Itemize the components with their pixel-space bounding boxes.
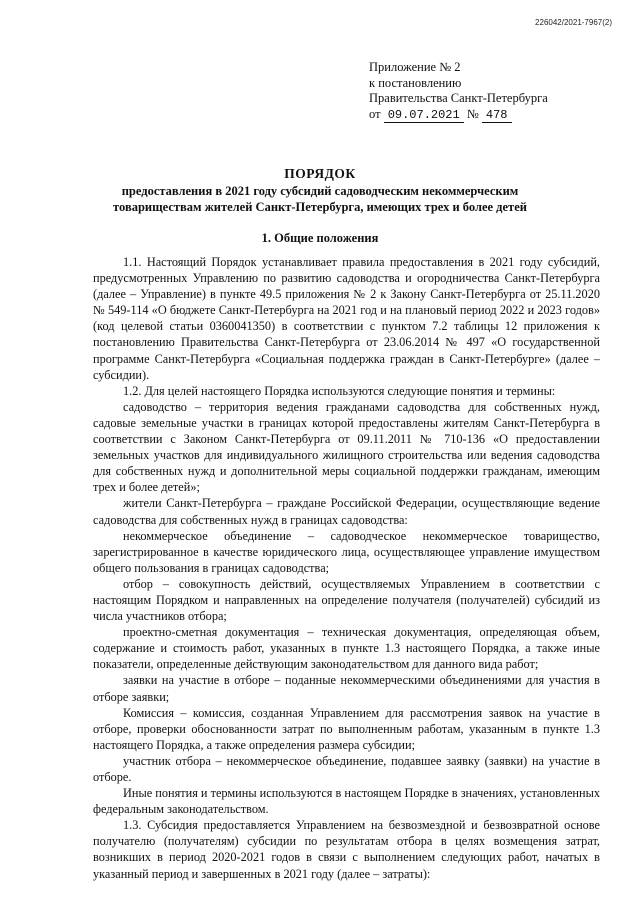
number-label: № xyxy=(466,106,479,121)
appendix-date-line xyxy=(369,107,512,121)
resolution-date: 09.07.2021 xyxy=(384,109,464,123)
subtitle-line-1: предоставления в 2021 году субсидий садоводческим некоммерческим xyxy=(121,184,519,198)
appendix-reference: к постановлению xyxy=(369,75,462,90)
appendix-title: Приложение № 2 xyxy=(369,60,461,74)
paragraph: 1.3. Субсидия предоставляется Управлением на безвозмездной и безвозвратной основе получателю (получателям) субсидии по результатам отбора в целях возмещения затрат, возникших в период 2020-2021 годов в связи с выполнением следующих работ, начатых в указанный период и завершенных в 2021 году (далее – затраты): xyxy=(93,818,600,881)
from-label: от xyxy=(369,106,381,121)
resolution-number: 478 xyxy=(482,109,512,123)
paragraph: проектно-сметная документация – техническая документация, определяющая объем, содержание и стоимость работ, указанных в пункте 1.3 настоящего Порядка, а также иные показатели, определенные действующим законодательством для данного вида работ; xyxy=(93,625,600,672)
paragraph: некоммерческое объединение – садоводческое некоммерческое товарищество, зарегистрированное в качестве юридического лица, осуществляющее управление имуществом общего пользования в границах садоводства; xyxy=(93,528,600,575)
document-subtitle xyxy=(0,183,640,215)
paragraph: 1.2. Для целей настоящего Порядка используются следующие понятия и термины: xyxy=(123,383,556,398)
paragraph: садоводство – территория ведения гражданами садоводства для собственных нужд, садовые земельные участки в границах которой предоставлены жителям Санкт-Петербурга в соответствии с Законом Санкт-Петербурга от 09.11.2011 № 710-136 «О предоставлении земельных участков для индивидуального жилищного строительства или ведения садоводства для собственных нужд и дополнительной меры социальной поддержки гражданам, имеющим трех и более детей»; xyxy=(93,399,600,495)
paragraph: заявки на участие в отборе – поданные некоммерческими объединениями для участия в отборе заявки; xyxy=(93,673,600,704)
appendix-block xyxy=(369,60,609,123)
document-title: ПОРЯДОК xyxy=(284,166,356,181)
paragraph: 1.1. Настоящий Порядок устанавливает правила предоставления в 2021 году субсидий, предусмотренных Управлению по развитию садоводства и огородничества Санкт-Петербурга (далее – Управление) в пункте 49.5 приложения № 2 к Закону Санкт-Петербурга от 25.11.2020 № 549-114 «О бюджете Санкт-Петербурга на 2021 год и на плановый период 2022 и 2023 годов» (код целевой статьи 0360041350) в соответствии с пунктом 7.2 таблицы 12 приложения к постановлению Правительства Санкт-Петербурга от 23.06.2014 № 497 «О государственной программе Санкт-Петербурга «Социальная поддержка граждан в Санкт-Петербурге» (далее – субсидии). xyxy=(93,255,600,382)
paragraph: Иные понятия и термины используются в настоящем Порядке в значениях, установленных федеральным законодательством. xyxy=(93,786,600,817)
section-body xyxy=(93,254,600,882)
appendix-authority: Правительства Санкт-Петербурга xyxy=(369,91,548,105)
paragraph: Комиссия – комиссия, созданная Управлением для рассмотрения заявок на участие в отборе, проверки обоснованности затрат по выполненным работам, указанным в пункте 1.3 настоящего Порядка, а также определения размера субсидии; xyxy=(93,705,600,752)
subtitle-line-2: товариществам жителей Санкт-Петербурга, имеющих трех и более детей xyxy=(113,200,527,214)
section-heading: 1. Общие положения xyxy=(261,231,379,245)
paragraph: жители Санкт-Петербурга – граждане Российской Федерации, осуществляющие ведение садоводства для собственных нужд в границах садоводства: xyxy=(93,496,600,527)
document-number: 226042/2021-7967(2) xyxy=(535,18,612,27)
paragraph: участник отбора – некоммерческое объединение, подавшее заявку (заявки) на участие в отборе. xyxy=(93,753,600,784)
paragraph: отбор – совокупность действий, осуществляемых Управлением в соответствии с настоящим Порядком и направленных на определение получателя (получателей) субсидий из числа участников отбора; xyxy=(93,576,600,624)
